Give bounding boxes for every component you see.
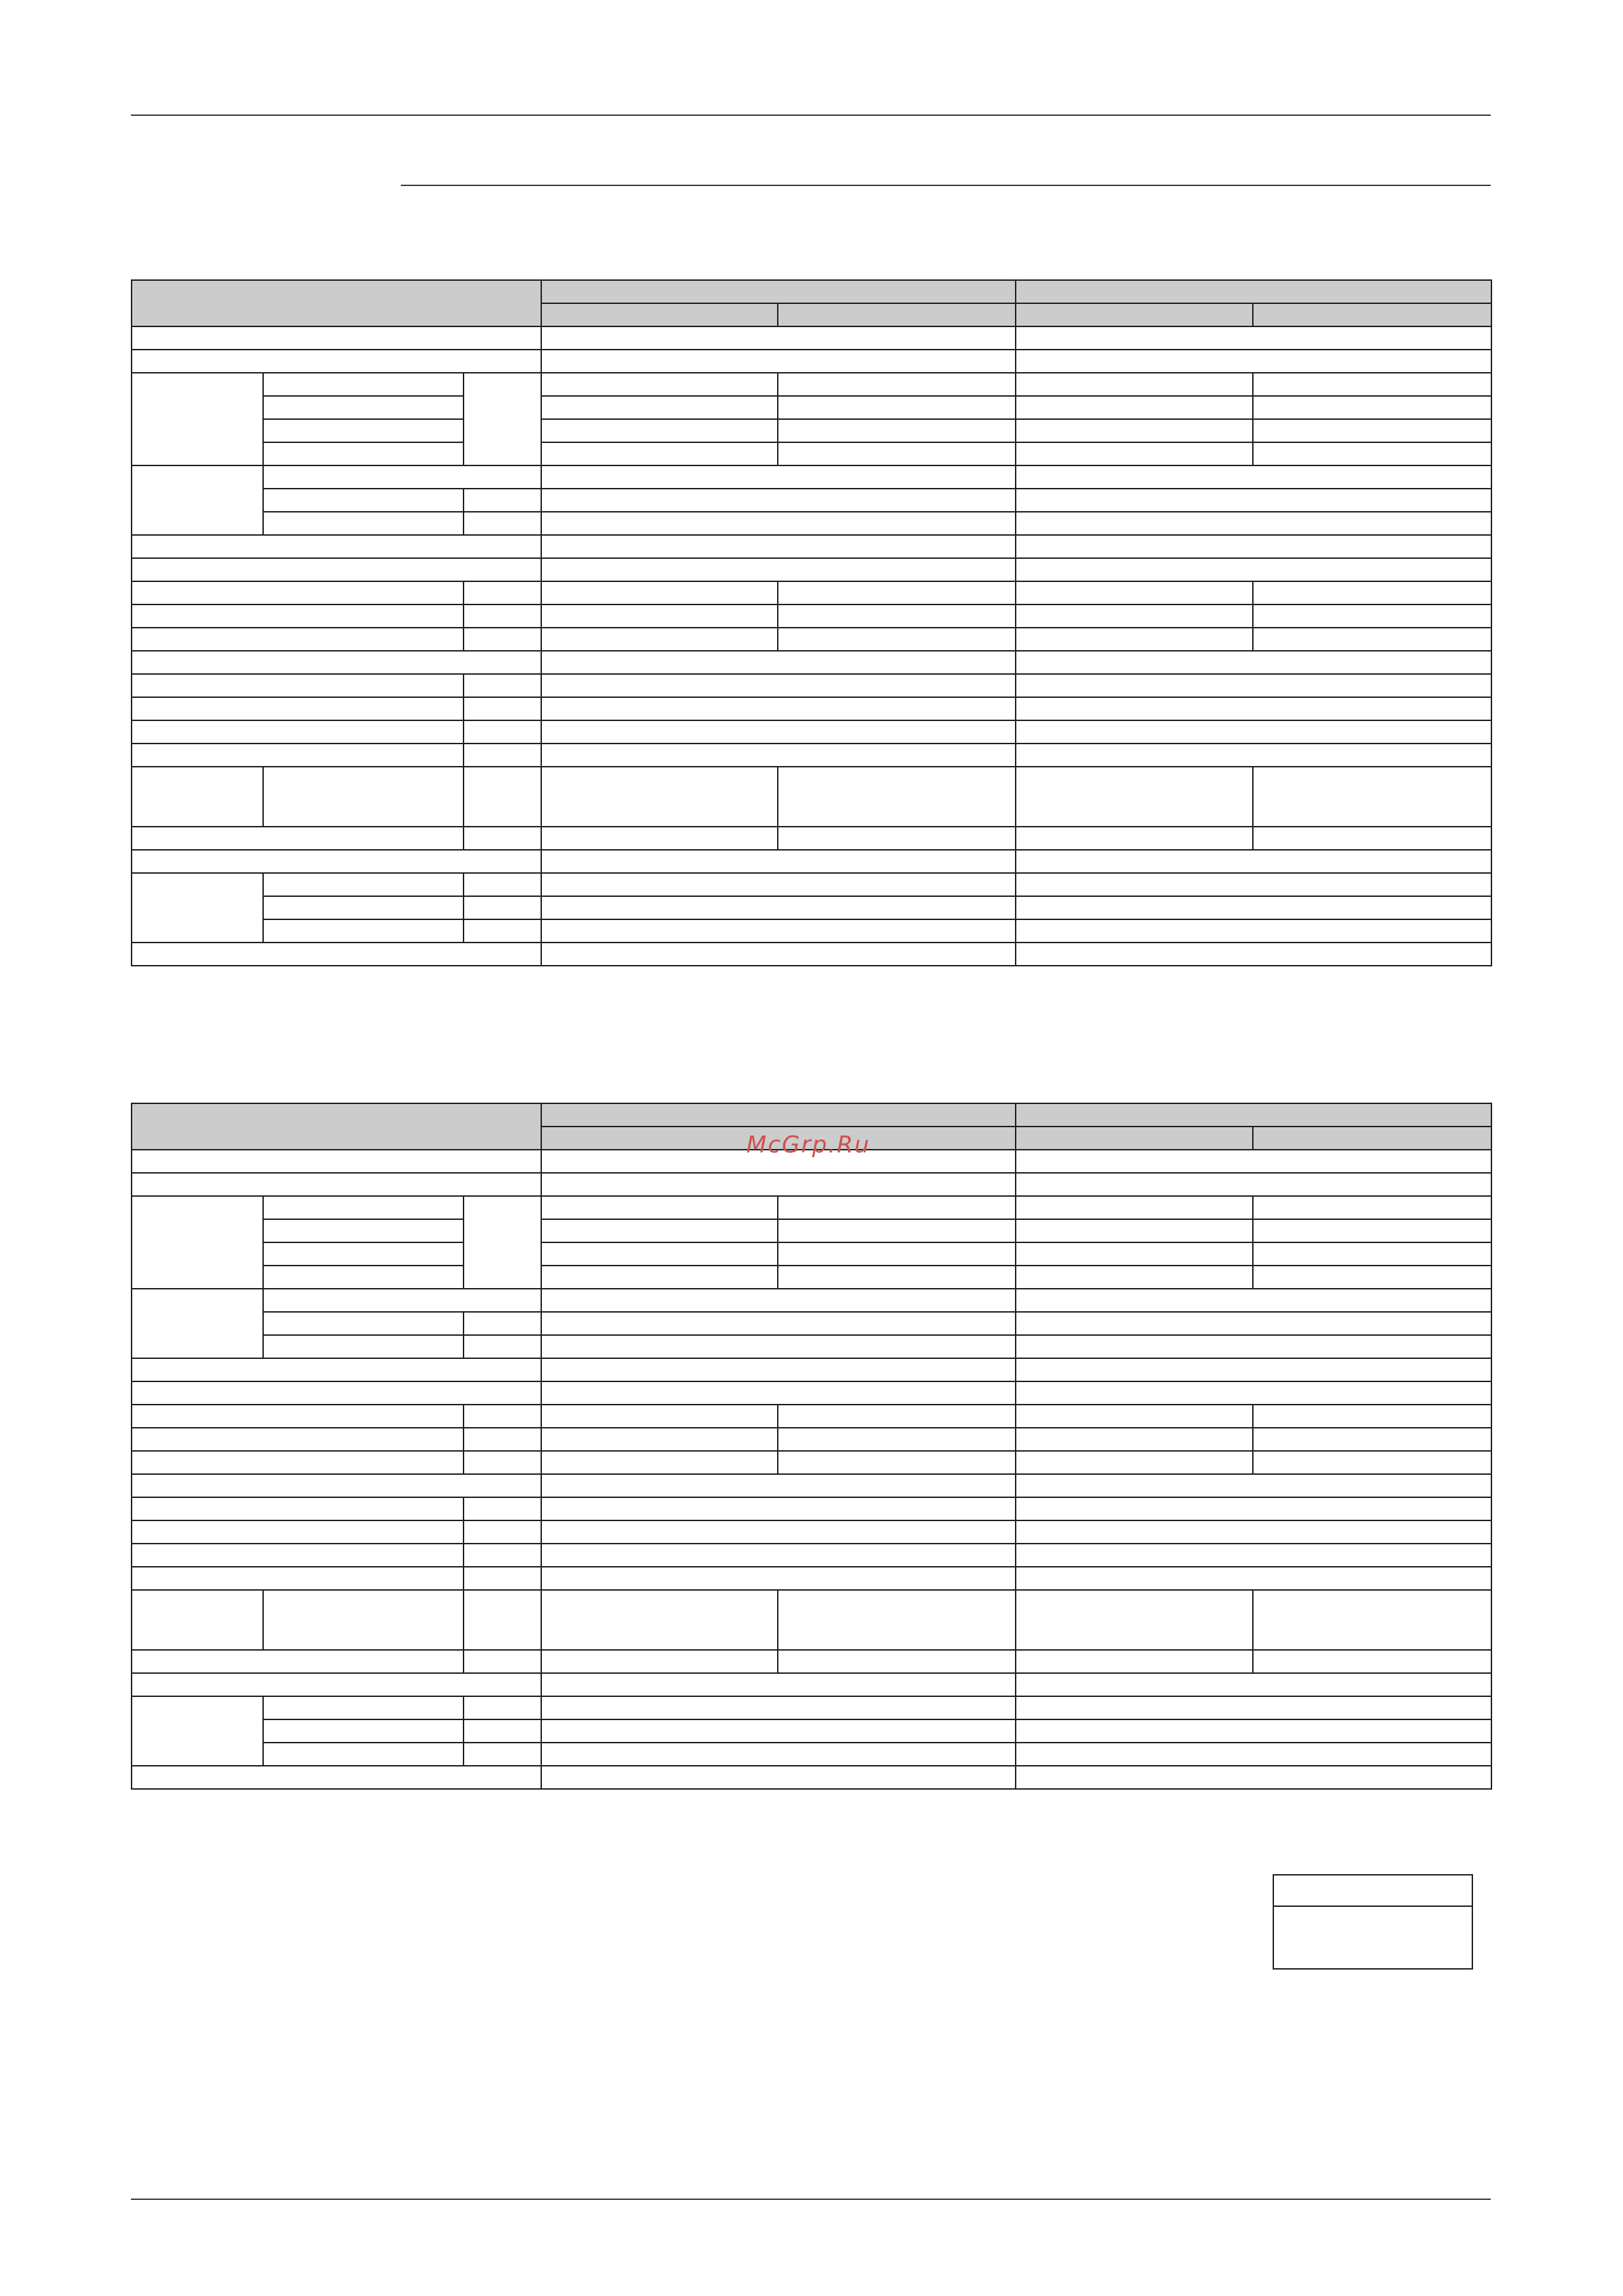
table-row — [132, 396, 1491, 419]
table-row — [132, 1173, 1491, 1196]
table-row — [132, 350, 1491, 373]
table-row — [132, 767, 1491, 827]
table-row — [132, 1766, 1491, 1789]
table-row — [132, 1242, 1491, 1266]
table-row — [132, 1567, 1491, 1590]
table-row — [132, 1719, 1491, 1743]
table-row — [132, 850, 1491, 873]
bottom-rule — [131, 2199, 1491, 2200]
table-row — [132, 1544, 1491, 1567]
table-row — [132, 1650, 1491, 1673]
table-row — [132, 1335, 1491, 1358]
table-row — [132, 1381, 1491, 1405]
spec-table-1 — [131, 279, 1492, 966]
table-row — [132, 744, 1491, 767]
table-row — [132, 628, 1491, 651]
table-row — [132, 442, 1491, 465]
table-row — [132, 873, 1491, 896]
table-row — [132, 1520, 1491, 1544]
table-row — [132, 1743, 1491, 1766]
table-row — [132, 581, 1491, 604]
table-row — [132, 1474, 1491, 1497]
note-box-divider — [1274, 1905, 1472, 1907]
table-row — [132, 326, 1491, 350]
table-row — [132, 535, 1491, 558]
title-rule — [401, 185, 1491, 186]
table-row — [132, 896, 1491, 919]
table-row — [132, 489, 1491, 512]
table-row — [132, 943, 1491, 966]
table-row — [132, 1405, 1491, 1428]
table-row — [132, 1497, 1491, 1520]
table-row — [132, 1312, 1491, 1335]
table-row — [132, 1196, 1491, 1219]
table-row — [132, 419, 1491, 442]
note-box — [1273, 1874, 1473, 1970]
table-row — [132, 604, 1491, 628]
table-row — [132, 512, 1491, 535]
table-row — [132, 465, 1491, 489]
table-row — [132, 720, 1491, 744]
table-row — [132, 1696, 1491, 1719]
table-row — [132, 697, 1491, 720]
table-row — [132, 1590, 1491, 1650]
table-row — [132, 1219, 1491, 1242]
table-row — [132, 919, 1491, 943]
table-row — [132, 558, 1491, 581]
table-row — [132, 1451, 1491, 1474]
table-row — [132, 827, 1491, 850]
table-row — [132, 1673, 1491, 1696]
header-row — [132, 1103, 1491, 1127]
table-row — [132, 1289, 1491, 1312]
table-row — [132, 1428, 1491, 1451]
table-row — [132, 1266, 1491, 1289]
table-row — [132, 674, 1491, 697]
table-row — [132, 373, 1491, 396]
header-row — [132, 280, 1491, 303]
top-rule — [131, 114, 1491, 116]
table-row — [132, 1358, 1491, 1381]
spec-table-2 — [131, 1103, 1492, 1790]
watermark: McGrp.Ru — [746, 1131, 870, 1159]
table-row — [132, 651, 1491, 674]
